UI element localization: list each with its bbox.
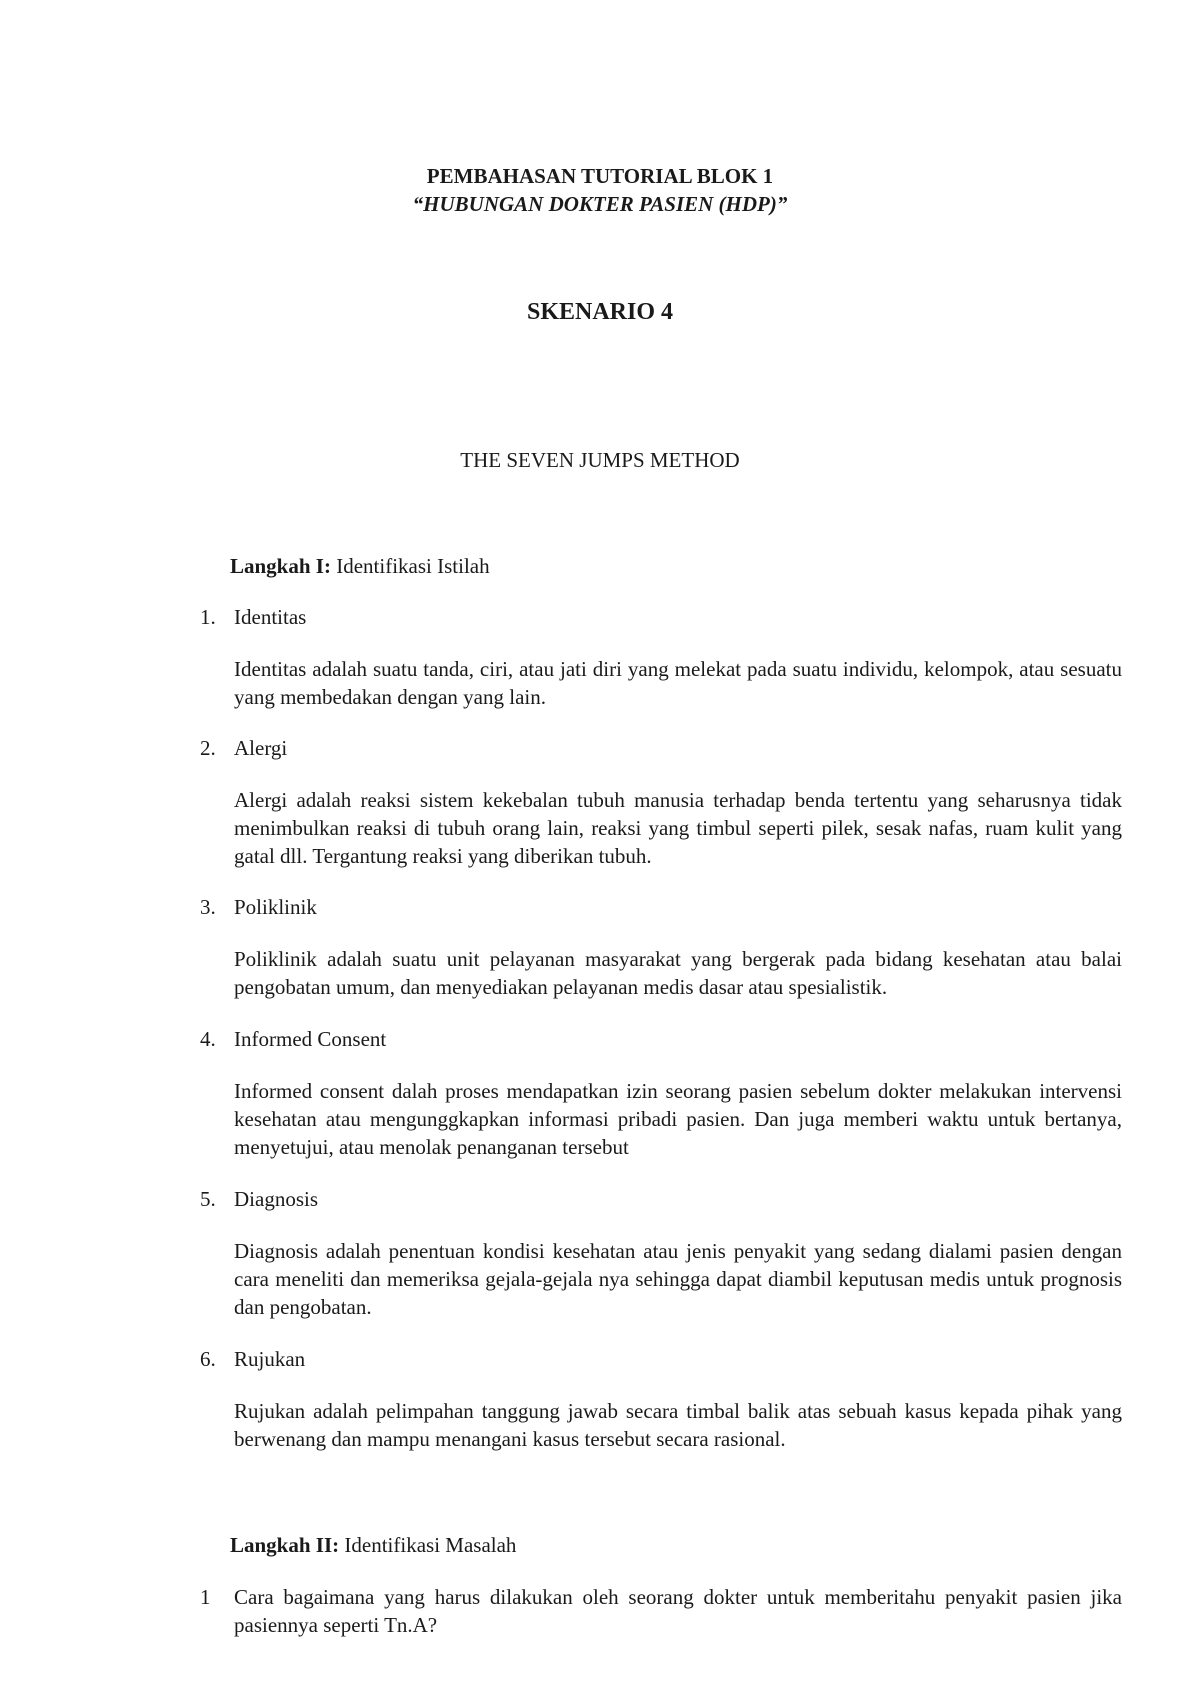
item-description: Cara bagaimana yang harus dilakukan oleh seorang dokter untuk memberitahu penyakit pasien jika pasiennya seperti Tn.A?	[234, 1585, 1122, 1637]
item-description: Poliklinik adalah suatu unit pelayanan masyarakat yang bergerak pada bidang kesehatan atau balai pengobatan umum, dan menyediakan pelayanan medis dasar atau spesialistik.	[234, 947, 1122, 999]
method-heading: THE SEVEN JUMPS METHOD	[460, 448, 740, 472]
step-1-title: Identifikasi Istilah	[330, 554, 490, 578]
step-1-heading	[230, 552, 490, 580]
item-number: 4.	[200, 1027, 216, 1051]
item-term: Informed Consent	[234, 1027, 387, 1051]
document-subtitle: “HUBUNGAN DOKTER PASIEN (HDP)”	[412, 192, 788, 216]
item-term: Poliklinik	[234, 895, 317, 919]
item-number: 6.	[200, 1347, 216, 1371]
step-1-label: Langkah I:	[230, 554, 331, 578]
item-term: Diagnosis	[234, 1187, 318, 1211]
item-description: Diagnosis adalah penentuan kondisi kesehatan atau jenis penyakit yang sedang dialami pasien dengan cara meneliti dan memeriksa gejala-gejala nya sehingga dapat diambil keputusan medis untuk prognosis dan pengobatan.	[234, 1239, 1122, 1319]
step-2-title: Identifikasi Masalah	[339, 1533, 517, 1557]
item-number: 3.	[200, 895, 216, 919]
item-description: Alergi adalah reaksi sistem kekebalan tubuh manusia terhadap benda tertentu yang seharusnya tidak menimbulkan reaksi di tubuh orang lain, reaksi yang timbul seperti pilek, sesak nafas, ruam kulit yang gatal dll. Tergantung reaksi yang diberikan tubuh.	[234, 788, 1122, 868]
item-number: 5.	[200, 1187, 216, 1211]
item-term: Identitas	[234, 605, 307, 629]
item-number: 1.	[200, 605, 216, 629]
step-2-heading	[230, 1531, 516, 1559]
item-description: Identitas adalah suatu tanda, ciri, atau jati diri yang melekat pada suatu individu, kelompok, atau sesuatu yang membedakan dengan yang lain.	[234, 657, 1122, 709]
step-2-label: Langkah II:	[230, 1533, 340, 1557]
item-number: 2.	[200, 736, 216, 760]
item-number: 1	[200, 1585, 211, 1609]
item-term: Rujukan	[234, 1347, 306, 1371]
item-description: Rujukan adalah pelimpahan tanggung jawab secara timbal balik atas sebuah kasus kepada pihak yang berwenang dan mampu menangani kasus tersebut secara rasional.	[234, 1399, 1122, 1451]
item-description: Informed consent dalah proses mendapatkan izin seorang pasien sebelum dokter melakukan intervensi kesehatan atau mengunggkapkan informasi pribadi pasien. Dan juga memberi waktu untuk bertanya, menyetujui, atau menolak penanganan tersebut	[234, 1079, 1122, 1159]
scenario-heading: SKENARIO 4	[526, 299, 674, 325]
document-title: PEMBAHASAN TUTORIAL BLOK 1	[426, 164, 774, 188]
item-term: Alergi	[234, 736, 288, 760]
